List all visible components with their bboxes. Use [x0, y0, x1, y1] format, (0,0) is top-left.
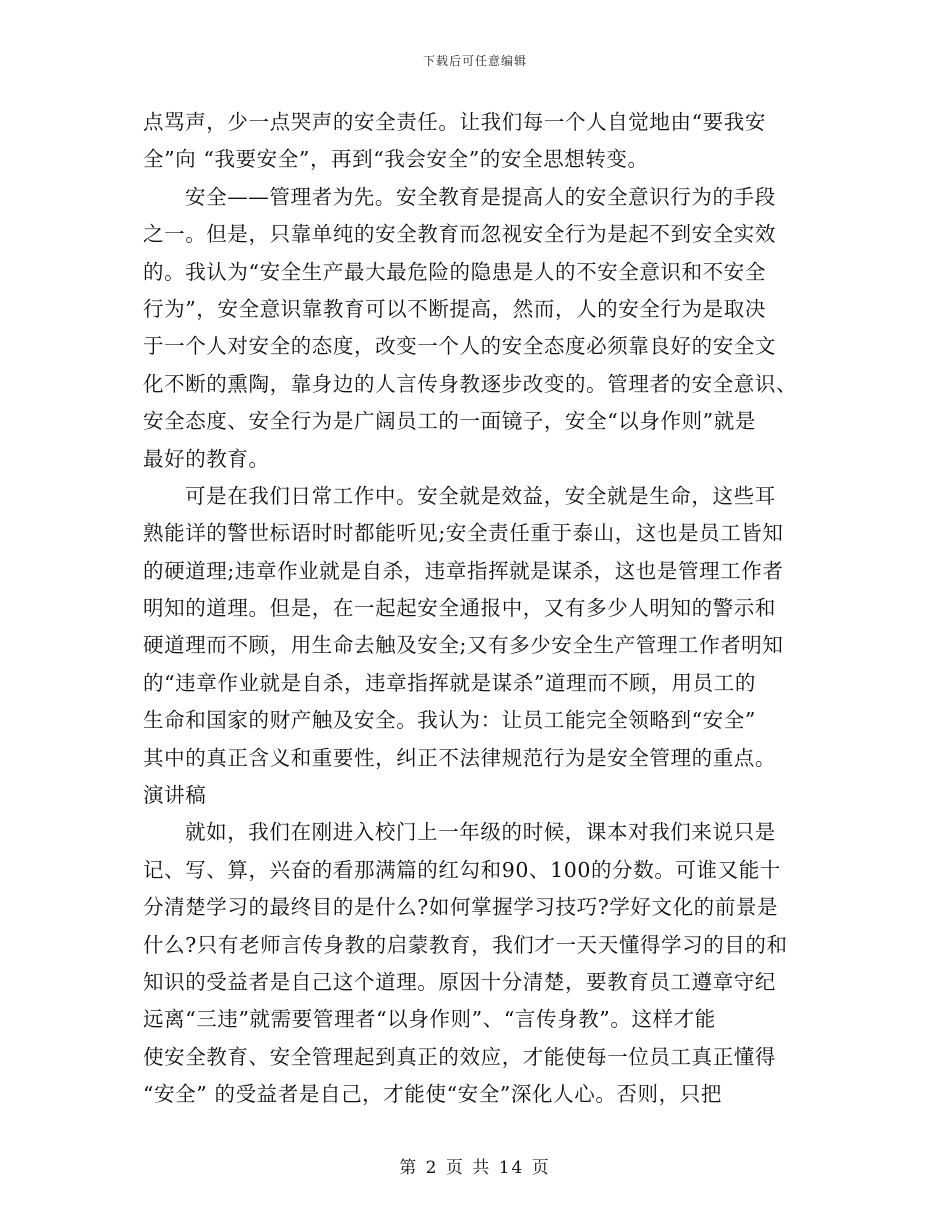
text-line: 明知的道理。但是，在一起起安全通报中，又有多少人明知的警示和 — [143, 596, 776, 621]
text-line: 点骂声，少一点哭声的安全责任。让我们每一个人自觉地由“要我安 — [143, 110, 766, 134]
text-line: 记、写、算，兴奋的看那满篇的红勾和90、100的分数。可谁又能十 — [143, 857, 781, 882]
text-line: 之一。但是，只靠单纯的安全教育而忽视安全行为是起不到安全实效 — [143, 222, 776, 247]
text-line: 全”向 “我要安全”，再到“我会安全”的安全思想转变。 — [143, 147, 649, 172]
text-line: 熟能详的警世标语时时都能听见;安全责任重于泰山，这也是员工皆知 — [143, 521, 784, 546]
text-line: 分清楚学习的最终目的是什么?如何掌握学习技巧?学好文化的前景是 — [143, 895, 779, 920]
text-line: 化不断的熏陶，靠身边的人言传身教逐步改变的。管理者的安全意识、 — [143, 371, 798, 396]
text-line: 最好的教育。 — [143, 446, 270, 471]
text-line: 的硬道理;违章作业就是自杀，违章指挥就是谋杀，这也是管理工作者 — [143, 558, 784, 583]
paragraph-start-line: 就如，我们在刚进入校门上一年级的时候，课本对我们来说只是 — [185, 820, 776, 845]
text-line: 使安全教育、安全管理起到真正的效应，才能使每一位员工真正懂得 — [143, 1044, 776, 1069]
text-line: 安全态度、安全行为是广阔员工的一面镜子，安全“以身作则”就是 — [143, 409, 756, 434]
text-line: 的。我认为“安全生产最大最危险的隐患是人的不安全意识和不安全 — [143, 259, 766, 284]
text-line: 生命和国家的财产触及安全。我认为：让员工能完全领略到“安全” — [143, 708, 756, 733]
text-line: 于一个人对安全的态度，改变一个人的安全态度必须靠良好的安全文 — [143, 334, 776, 359]
text-line: 的“违章作业就是自杀，违章指挥就是谋杀”道理而不顾，用员工的 — [143, 670, 756, 695]
text-line: 行为”，安全意识靠教育可以不断提高，然而，人的安全行为是取决 — [143, 296, 766, 321]
text-line: 知识的受益者是自己这个道理。原因十分清楚，要教育员工遵章守纪 — [143, 969, 776, 994]
text-line: 其中的真正含义和重要性，纠正不法律规范行为是安全管理的重点。 — [143, 745, 776, 770]
page-number-footer: 第 2 页 共 14 页 — [399, 1158, 551, 1178]
text-line: 远离“三违”就需要管理者“以身作则”、“言传身教”。这样才能 — [143, 1007, 716, 1032]
paragraph-start-line: 安全——管理者为先。安全教育是提高人的安全意识行为的手段 — [185, 184, 776, 209]
page-header: 下载后可任意编辑 — [422, 54, 527, 68]
text-line: 硬道理而不顾，用生命去触及安全;又有多少安全生产管理工作者明知 — [143, 633, 784, 658]
text-line: 什么?只有老师言传身教的启蒙教育，我们才一天天懂得学习的目的和 — [143, 932, 788, 957]
document-body — [143, 104, 803, 1114]
paragraph-start-line: 可是在我们日常工作中。安全就是效益，安全就是生命，这些耳 — [185, 483, 776, 508]
text-line: 演讲稿 — [143, 783, 207, 808]
text-line: “安全” 的受益者是自己，才能使“安全”深化人心。否则，只把 — [143, 1082, 722, 1107]
